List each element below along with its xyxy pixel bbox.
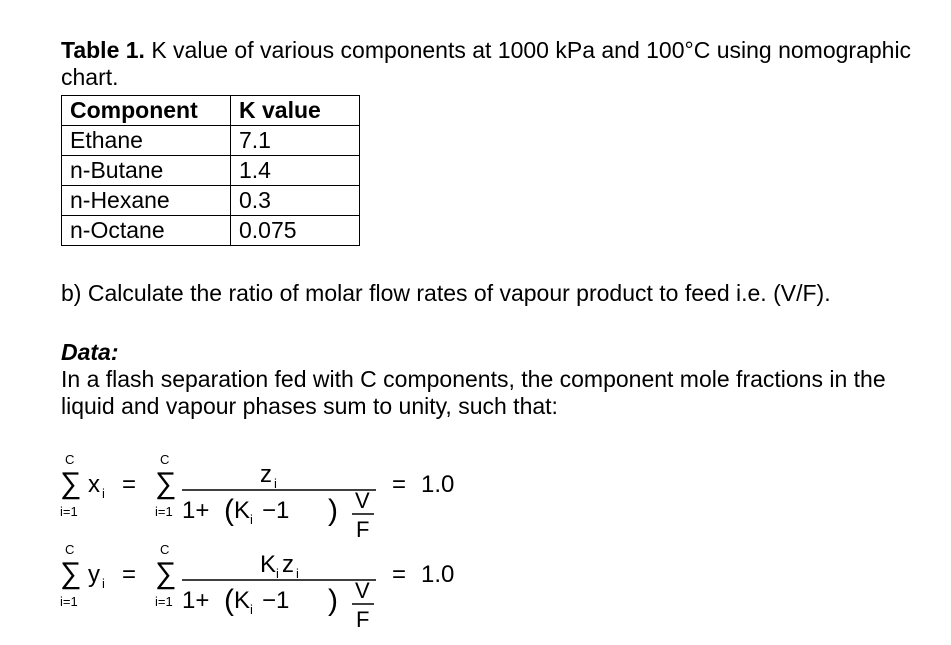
cell-component: n-Butane [62,156,231,186]
k-symbol: K [234,497,251,524]
numerator-z: z [282,551,294,578]
sigma-symbol-2: ∑ [155,467,177,500]
f-symbol: F [356,607,370,632]
sigma-symbol: ∑ [60,557,82,590]
equation-1-svg [60,450,580,550]
k-sub: i [250,512,253,527]
equals-2: = [392,561,407,588]
table-row [62,186,360,216]
equation-vapour-sum [60,540,580,632]
k-symbol: K [234,587,251,614]
table-caption-label: Table 1. [61,37,145,63]
table-caption-text: K value of various components at 1000 kPa and 100°C using nomographic chart. [61,37,912,90]
table-caption [61,37,921,91]
v-symbol: V [355,488,370,513]
sum-lower-2: i=1 [155,594,173,609]
sum-upper: C [65,542,75,557]
numerator-z-sub: i [296,566,299,581]
equation-2-svg [60,540,580,640]
sum-lower-2: i=1 [155,504,173,519]
sum-upper-2: C [160,542,170,557]
minus-one: −1 [262,497,290,524]
data-label-text: Data: [61,339,119,365]
k-value-table [61,95,360,246]
paren-close: ) [328,584,338,617]
paren-open: ( [224,494,234,527]
lhs-var: y [88,561,100,588]
numerator: z [260,461,272,488]
result: 1.0 [421,471,455,498]
equals-1: = [122,561,137,588]
sum-lower: i=1 [60,504,78,519]
cell-component: n-Hexane [62,186,231,216]
v-symbol: V [355,578,370,603]
table-row [62,126,360,156]
cell-component: n-Octane [62,216,231,246]
data-description: In a flash separation fed with C components, the component mole fractions in the liquid and vapour phases sum to unity, such that: [61,366,886,419]
header-k-value: K value [231,96,360,126]
sigma-symbol-2: ∑ [155,557,177,590]
table-row [62,156,360,186]
table-header-row [62,96,360,126]
paren-close: ) [328,494,338,527]
lhs-sub: i [102,576,105,591]
sum-lower: i=1 [60,594,78,609]
equation-liquid-sum [60,450,580,542]
header-component: Component [62,96,231,126]
equals-1: = [122,471,137,498]
f-symbol: F [356,517,370,542]
numerator-k-sub: i [276,566,279,581]
cell-k-value: 7.1 [231,126,360,156]
paren-open: ( [224,584,234,617]
k-sub: i [250,602,253,617]
denominator-prefix: 1+ [182,587,210,614]
denominator-prefix: 1+ [182,497,210,524]
sum-upper-2: C [160,452,170,467]
equals-2: = [392,471,407,498]
sum-upper: C [65,452,75,467]
cell-k-value: 0.3 [231,186,360,216]
cell-component: Ethane [62,126,231,156]
data-label [61,339,921,366]
cell-k-value: 0.075 [231,216,360,246]
table-row [62,216,360,246]
sigma-symbol: ∑ [60,467,82,500]
result: 1.0 [421,561,455,588]
numerator-k: K [260,551,277,578]
lhs-var: x [88,471,100,498]
question-text: b) Calculate the ratio of molar flow rates of vapour product to feed i.e. (V/F). [61,280,831,306]
numerator-sub: i [274,476,277,491]
minus-one: −1 [262,587,290,614]
lhs-sub: i [102,486,105,501]
cell-k-value: 1.4 [231,156,360,186]
